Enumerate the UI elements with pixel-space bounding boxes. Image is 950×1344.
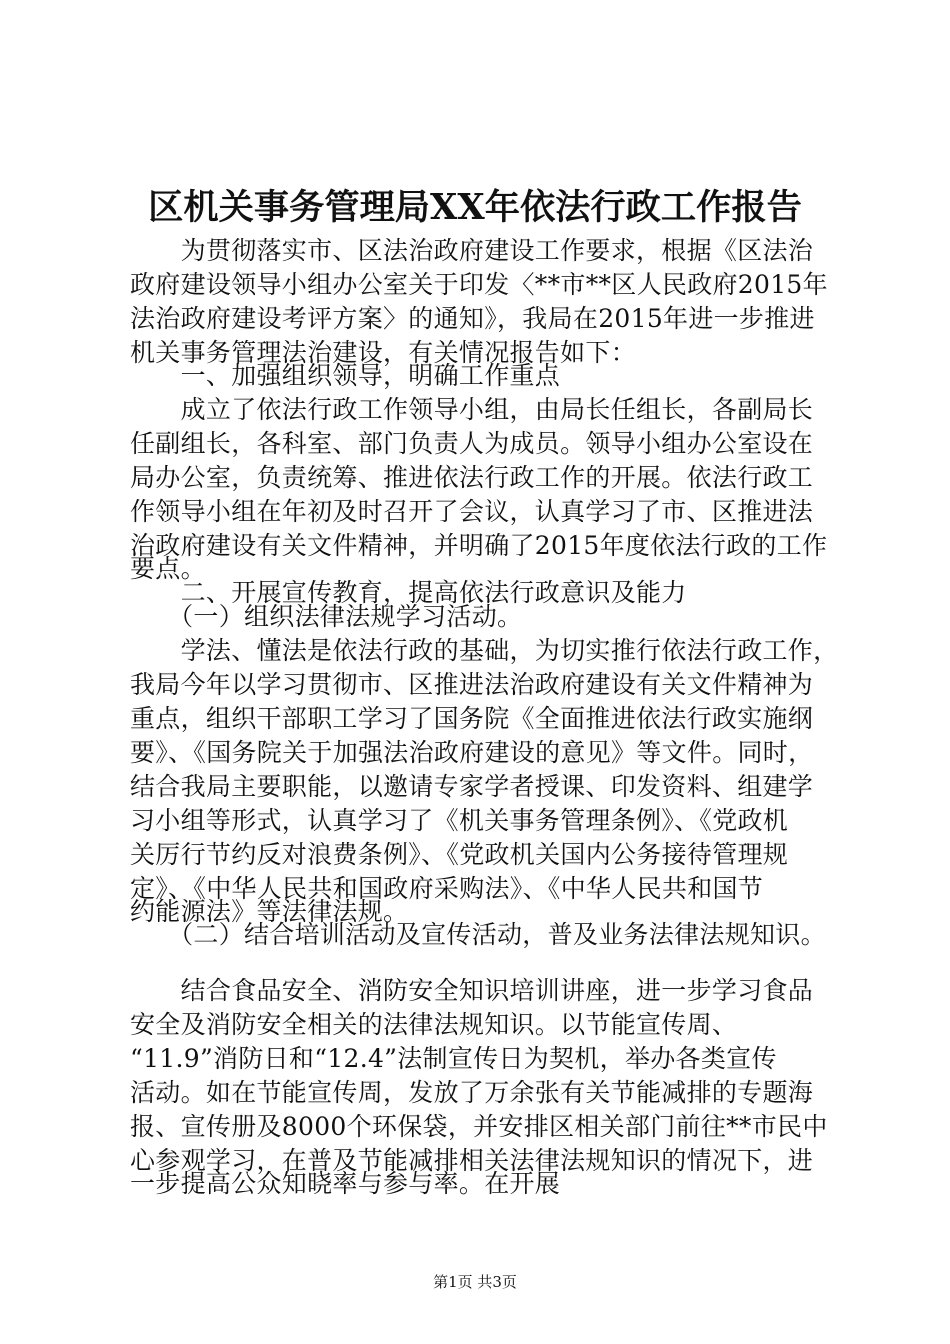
body-line: 报、宣传册及8000个环保袋，并安排区相关部门前往**市民中 <box>130 1112 828 1141</box>
section-heading: 一、加强组织领导，明确工作重点 <box>130 361 561 390</box>
body-line: 心参观学习，在普及节能减排相关法律法规知识的情况下，进 <box>130 1146 814 1175</box>
body-line: 定》、《中华人民共和国政府采购法》、《中华人民共和国节 <box>130 874 764 903</box>
subsection-heading: （二）结合培训活动及宣传活动，普及业务法律法规知识。 <box>130 920 826 949</box>
body-line: 要》、《国务院关于加强法治政府建设的意见》等文件。同时， <box>130 738 814 767</box>
body-line: 要点。 <box>130 554 206 583</box>
body-line: 结合食品安全、消防安全知识培训讲座，进一步学习食品 <box>130 976 814 1005</box>
body-line: 局办公室，负责统筹、推进依法行政工作的开展。依法行政工 <box>130 463 814 492</box>
body-line: 成立了依法行政工作领导小组，由局长任组长，各副局长 <box>130 395 814 424</box>
body-line: 一步提高公众知晓率与参与率。在开展 <box>130 1169 561 1198</box>
body-line: 为贯彻落实市、区法治政府建设工作要求，根据《区法治 <box>130 236 814 265</box>
body-line: 我局今年以学习贯彻市、区推进法治政府建设有关文件精神为 <box>130 670 814 699</box>
body-line: 学法、懂法是依法行政的基础，为切实推行依法行政工作， <box>130 636 839 665</box>
document-title: 区机关事务管理局XX年依法行政工作报告 <box>148 187 802 228</box>
body-line: 治政府建设有关文件精神，并明确了2015年度依法行政的工作 <box>130 531 828 560</box>
body-line: 习小组等形式，认真学习了《机关事务管理条例》、《党政机 <box>130 806 789 835</box>
body-line: 作领导小组在年初及时召开了会议，认真学习了市、区推进法 <box>130 497 814 526</box>
body-line: 安全及消防安全相关的法律法规知识。以节能宣传周、 <box>130 1010 738 1039</box>
body-line: 政府建设领导小组办公室关于印发〈**市**区人民政府2015年 <box>130 270 828 299</box>
body-line: 任副组长，各科室、部门负责人为成员。领导小组办公室设在 <box>130 429 814 458</box>
body-line: 法治政府建设考评方案〉的通知》，我局在2015年进一步推进 <box>130 304 815 333</box>
subsection-heading: （一）组织法律法规学习活动。 <box>130 602 523 631</box>
body-line: 约能源法》等法律法规。 <box>130 897 409 926</box>
section-heading: 二、开展宣传教育，提高依法行政意识及能力 <box>130 578 687 607</box>
body-line: 活动。如在节能宣传周，发放了万余张有关节能减排的专题海 <box>130 1078 814 1107</box>
body-line: 关厉行节约反对浪费条例》、《党政机关国内公务接待管理规 <box>130 840 789 869</box>
page-footer: 第1页 共3页 <box>433 1273 517 1291</box>
body-line: “11.9”消防日和“12.4”法制宣传日为契机，举办各类宣传 <box>130 1044 777 1073</box>
body-line: 机关事务管理法治建设，有关情况报告如下： <box>130 338 637 367</box>
body-line: 重点，组织干部职工学习了国务院《全面推进依法行政实施纲 <box>130 704 814 733</box>
body-line: 结合我局主要职能，以邀请专家学者授课、印发资料、组建学 <box>130 772 814 801</box>
